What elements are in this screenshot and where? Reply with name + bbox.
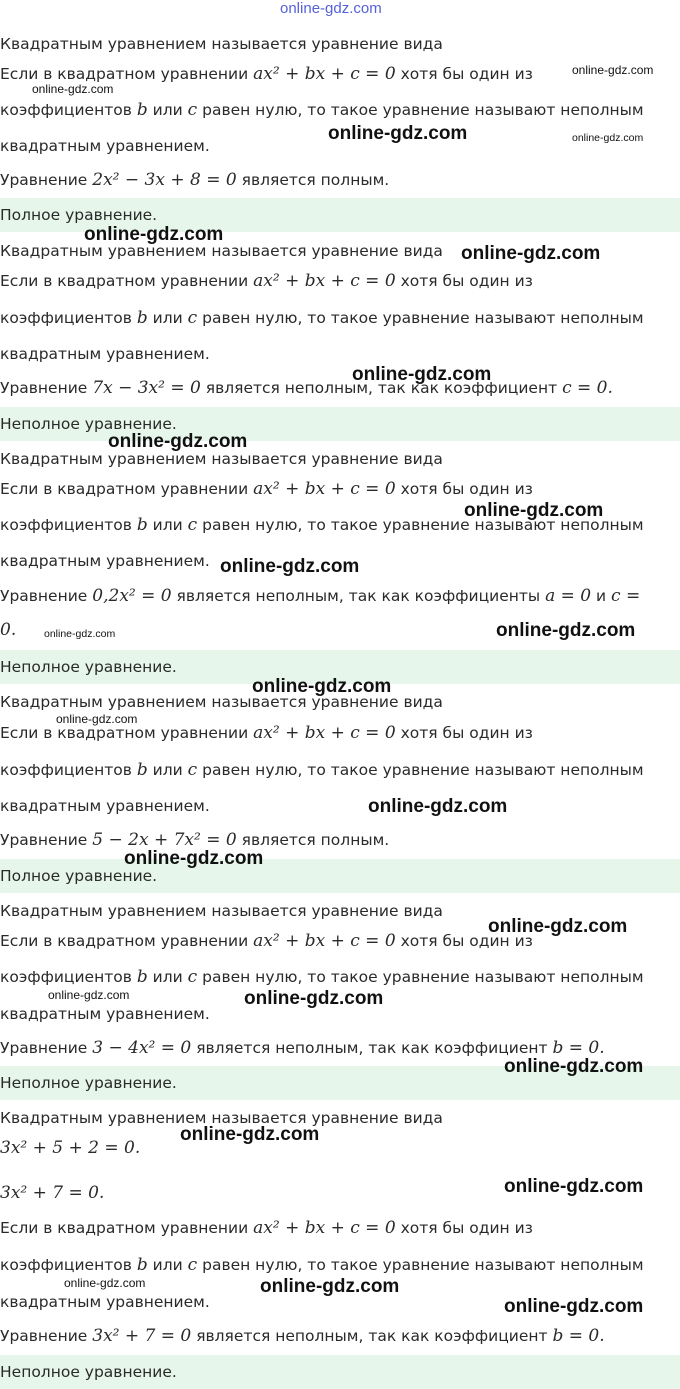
watermark: online-gdz.com bbox=[56, 712, 138, 726]
rule-line-2: коэффициентов b или c равен нулю, то такое уравнение называют неполным bbox=[0, 1255, 644, 1275]
rule-line-1: Если в квадратном уравнении ax² + bx + c = 0 хотя бы один из bbox=[0, 1218, 533, 1238]
watermark: online-gdz.com bbox=[464, 500, 604, 521]
watermark: online-gdz.com bbox=[32, 82, 114, 96]
watermark: online-gdz.com bbox=[488, 916, 628, 937]
equation-statement: Уравнение 3x² + 7 = 0 является неполным, так как коэффициент b = 0. bbox=[0, 1326, 605, 1346]
definition-line: Квадратным уравнением называется уравнение вида bbox=[0, 693, 443, 711]
equation-statement: Уравнение 7x − 3x² = 0 является неполным, так как коэффициент c = 0. bbox=[0, 378, 613, 398]
rule-line-2: коэффициентов b или c равен нулю, то такое уравнение называют неполным bbox=[0, 308, 644, 328]
rule-line-3: квадратным уравнением. bbox=[0, 1293, 210, 1311]
rule-line-3: квадратным уравнением. bbox=[0, 137, 210, 155]
verdict-band bbox=[0, 1355, 680, 1389]
rule-line-1: Если в квадратном уравнении ax² + bx + c = 0 хотя бы один из bbox=[0, 723, 533, 743]
extra-equation: 3x² + 5 + 2 = 0. bbox=[0, 1138, 141, 1158]
definition-line: Квадратным уравнением называется уравнение вида bbox=[0, 450, 443, 468]
rule-line-2: коэффициентов b или c равен нулю, то такое уравнение называют неполным bbox=[0, 515, 644, 535]
watermark: online-gdz.com bbox=[244, 988, 384, 1009]
rule-line-1: Если в квадратном уравнении ax² + bx + c = 0 хотя бы один из bbox=[0, 931, 533, 951]
watermark: online-gdz.com bbox=[220, 556, 360, 577]
definition-line: Квадратным уравнением называется уравнение вида bbox=[0, 1109, 443, 1127]
verdict-text: Полное уравнение. bbox=[0, 206, 158, 224]
extra-equation: 3x² + 7 = 0. bbox=[0, 1183, 105, 1203]
equation-statement: Уравнение 0,2x² = 0 является неполным, так как коэффициенты a = 0 и c = bbox=[0, 586, 641, 606]
equation-statement-continued: 0. bbox=[0, 620, 17, 640]
rule-line-1: Если в квадратном уравнении ax² + bx + c = 0 хотя бы один из bbox=[0, 64, 533, 84]
watermark: online-gdz.com bbox=[504, 1296, 644, 1317]
watermark: online-gdz.com bbox=[48, 988, 130, 1002]
verdict-text: Неполное уравнение. bbox=[0, 1074, 177, 1092]
watermark: online-gdz.com bbox=[352, 364, 492, 385]
verdict-text: Неполное уравнение. bbox=[0, 415, 177, 433]
definition-line: Квадратным уравнением называется уравнение вида bbox=[0, 35, 443, 53]
rule-line-3: квадратным уравнением. bbox=[0, 345, 210, 363]
watermark: online-gdz.com bbox=[252, 676, 392, 697]
rule-line-2: коэффициентов b или c равен нулю, то такое уравнение называют неполным bbox=[0, 760, 644, 780]
watermark: online-gdz.com bbox=[180, 1124, 320, 1145]
equation-statement: Уравнение 3 − 4x² = 0 является неполным, так как коэффициент b = 0. bbox=[0, 1038, 605, 1058]
watermark: online-gdz.com bbox=[504, 1176, 644, 1197]
watermark: online-gdz.com bbox=[44, 628, 116, 640]
equation-statement: Уравнение 2x² − 3x + 8 = 0 является полным. bbox=[0, 170, 390, 190]
watermark: online-gdz.com bbox=[328, 123, 468, 144]
watermark: online-gdz.com bbox=[84, 224, 224, 245]
definition-line: Квадратным уравнением называется уравнение вида bbox=[0, 242, 443, 260]
verdict-band bbox=[0, 407, 680, 441]
rule-line-3: квадратным уравнением. bbox=[0, 1005, 210, 1023]
watermark: online-gdz.com bbox=[504, 1056, 644, 1077]
watermark: online-gdz.com bbox=[496, 620, 636, 641]
verdict-band bbox=[0, 859, 680, 893]
rule-line-1: Если в квадратном уравнении ax² + bx + c = 0 хотя бы один из bbox=[0, 271, 533, 291]
watermark: online-gdz.com bbox=[64, 1276, 146, 1290]
watermark: online-gdz.com bbox=[260, 1276, 400, 1297]
rule-line-3: квадратным уравнением. bbox=[0, 797, 210, 815]
watermark: online-gdz.com bbox=[108, 431, 248, 452]
watermark: online-gdz.com bbox=[124, 848, 264, 869]
equation-statement: Уравнение 5 − 2x + 7x² = 0 является полным. bbox=[0, 830, 390, 850]
watermark: online-gdz.com bbox=[572, 132, 644, 144]
watermark: online-gdz.com bbox=[572, 63, 654, 77]
verdict-text: Полное уравнение. bbox=[0, 867, 158, 885]
rule-line-1: Если в квадратном уравнении ax² + bx + c = 0 хотя бы один из bbox=[0, 479, 533, 499]
verdict-text: Неполное уравнение. bbox=[0, 1363, 177, 1381]
rule-line-2: коэффициентов b или c равен нулю, то такое уравнение называют неполным bbox=[0, 967, 644, 987]
definition-line: Квадратным уравнением называется уравнение вида bbox=[0, 902, 443, 920]
top-site-watermark[interactable]: online-gdz.com bbox=[280, 0, 382, 17]
watermark: online-gdz.com bbox=[368, 796, 508, 817]
rule-line-3: квадратным уравнением. bbox=[0, 552, 210, 570]
rule-line-2: коэффициентов b или c равен нулю, то такое уравнение называют неполным bbox=[0, 100, 644, 120]
verdict-text: Неполное уравнение. bbox=[0, 658, 177, 676]
watermark: online-gdz.com bbox=[461, 243, 601, 264]
